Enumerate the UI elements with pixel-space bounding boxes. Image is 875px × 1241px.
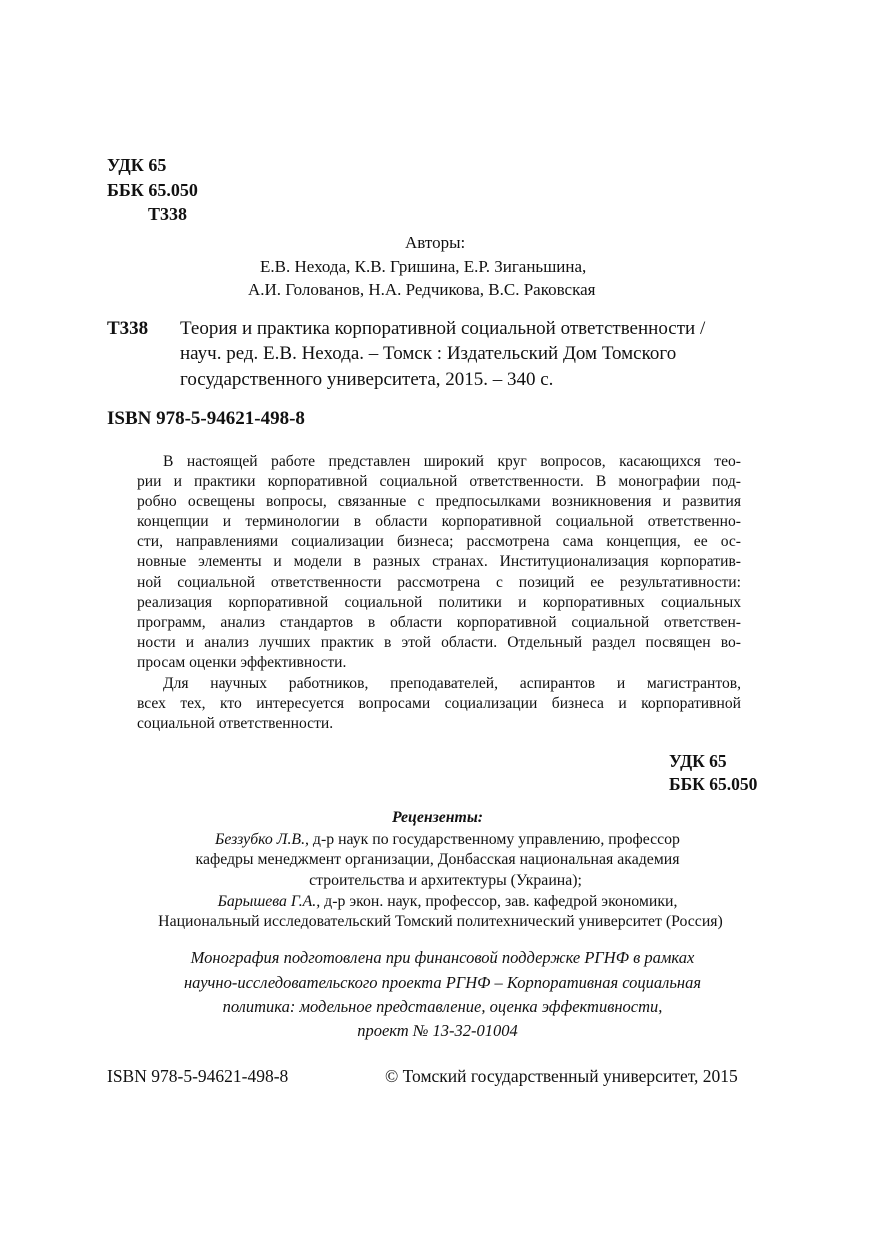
- isbn-heading: ISBN 978-5-94621-498-8: [107, 408, 305, 429]
- grant-line: проект № 13-32-01004: [357, 1021, 518, 1040]
- abstract-line: ности и анализ лучших практик в этой области. Отдельный раздел посвящен во-: [137, 634, 741, 651]
- abstract-line: Для научных работников, преподавателей, аспирантов и магистрантов,: [163, 675, 741, 692]
- abstract-line: робно освещены вопросы, связанные с предпосылками возникновения и развития: [137, 493, 741, 510]
- abstract-line: программ, анализ стандартов в области корпоративной социальной ответствен-: [137, 614, 741, 631]
- bib-line: Теория и практика корпоративной социальной ответственности /: [180, 318, 706, 339]
- abstract-line: просам оценки эффективности.: [137, 654, 347, 671]
- authors-line: А.И. Голованов, Н.А. Редчикова, В.С. Раковская: [248, 280, 596, 299]
- grant-line: политика: модельное представление, оценка эффективности,: [222, 997, 663, 1016]
- authors-line: Е.В. Нехода, К.В. Гришина, Е.Р. Зиганьшина,: [260, 257, 587, 276]
- abstract-line: сти, направлениями социализации бизнеса; рассмотрена сама концепция, ее ос-: [137, 533, 741, 550]
- grant-line: научно-исследовательского проекта РГНФ – Корпоративная социальная: [184, 973, 701, 992]
- reviewer-line: строительства и архитектуры (Украина);: [309, 872, 582, 889]
- reviewer-line: [10, 830, 875, 850]
- isbn-footer: ISBN 978-5-94621-498-8: [107, 1066, 289, 1086]
- reviewers-title: Рецензенты:: [391, 809, 484, 826]
- reviewer-name: Барышева Г.А.,: [217, 893, 321, 910]
- reviewer-info: д-р наук по государственному управлению, профессор: [308, 831, 680, 848]
- reviewer-info: д-р экон. наук, профессор, зав. кафедрой экономики,: [320, 893, 678, 910]
- abstract-line: концепции и терминологии в области корпоративной социальной ответственно-: [137, 513, 741, 530]
- bib-line: государственного университета, 2015. – 340 с.: [180, 369, 554, 390]
- bib-line: науч. ред. Е.В. Нехода. – Томск : Издательский Дом Томского: [180, 343, 677, 364]
- copyright: © Томский государственный университет, 2015: [385, 1066, 738, 1086]
- abstract-line: реализация корпоративной социальной политики и корпоративных социальных: [137, 594, 741, 611]
- abstract-line: ной социальной ответственности рассмотрена с позиций ее результативности:: [137, 574, 741, 591]
- authors-label: Авторы:: [405, 233, 466, 252]
- bib-code: Т338: [107, 318, 149, 339]
- udk-code: УДК 65: [107, 155, 167, 175]
- bbk-code: ББК 65.050: [107, 180, 198, 200]
- abstract-line: новные элементы и модели в разных странах. Институционализация корпоратив-: [137, 553, 741, 570]
- abstract-line: рии и практики корпоративной социальной ответственности. В монографии под-: [137, 473, 741, 490]
- bbk-code-right: ББК 65.050: [669, 774, 758, 794]
- abstract-line: всех тех, кто интересуется вопросами социализации бизнеса и корпоративной: [137, 695, 741, 712]
- reviewer-line: Национальный исследовательский Томский политехнический университет (Россия): [158, 913, 723, 930]
- grant-line: Монография подготовлена при финансовой поддержке РГНФ в рамках: [190, 948, 695, 967]
- abstract-line: В настоящей работе представлен широкий круг вопросов, касающихся тео-: [163, 453, 741, 470]
- reviewer-name: Беззубко Л.В.,: [215, 831, 309, 848]
- author-mark: Т338: [148, 204, 188, 224]
- reviewer-line: кафедры менеджмент организации, Донбасская национальная академия: [195, 851, 680, 868]
- reviewer-line: [10, 892, 875, 912]
- udk-code-right: УДК 65: [669, 751, 727, 771]
- abstract-line: социальной ответственности.: [137, 715, 334, 732]
